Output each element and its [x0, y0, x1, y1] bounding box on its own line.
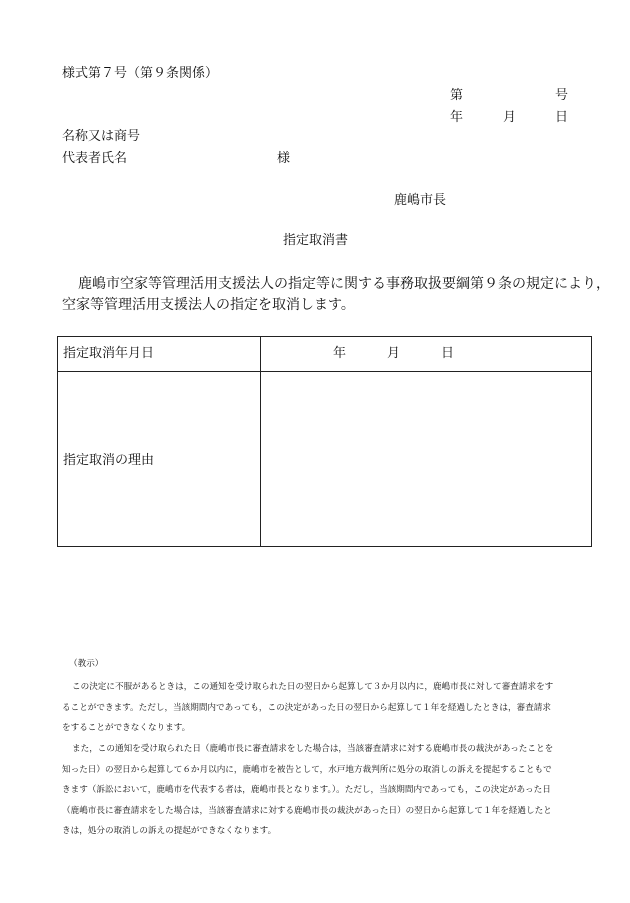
revocation-reason-label: 指定取消の理由: [63, 453, 155, 468]
notice-paragraph-2-line-1: また，この通知を受け取られた日（鹿嶋市長に審査請求をした場合は，当該審査請求に対する鹿嶋市長の裁決があったことを: [72, 744, 554, 754]
issue-date-month: 月: [503, 110, 517, 125]
document-number-prefix: 第: [450, 88, 464, 103]
table-column-divider: [260, 337, 261, 546]
body-text-line-2: 空家等管理活用支援法人の指定を取消します。: [62, 297, 355, 313]
revocation-date-label: 指定取消年月日: [63, 346, 155, 361]
revocation-date-month: 月: [387, 346, 401, 361]
notice-paragraph-2-line-5: きは，処分の取消しの訴えの提起ができなくなります。: [62, 826, 277, 836]
issue-date-day: 日: [555, 110, 569, 125]
notice-paragraph-2-line-2: 知った日）の翌日から起算して６か月以内に，鹿嶋市を被告として，水戸地方裁判所に処分の取消しの訴えを提起することもで: [62, 765, 552, 775]
notice-paragraph-1-line-3: をすることができなくなります。: [62, 723, 191, 733]
table-row-divider: [58, 371, 591, 372]
notice-paragraph-2-line-3: きます（訴訟において，鹿嶋市を代表する者は，鹿嶋市長となります。）。ただし，当該期間内であっても，この決定があった日: [62, 785, 551, 795]
recipient-company-label: 名称又は商号: [62, 129, 141, 144]
recipient-representative-label: 代表者氏名: [62, 151, 128, 166]
recipient-honorific: 様: [277, 151, 291, 166]
revocation-table: [57, 336, 592, 547]
issue-date-year: 年: [450, 110, 464, 125]
revocation-date-day: 日: [441, 346, 455, 361]
document-title: 指定取消書: [283, 233, 349, 248]
notice-paragraph-1-line-2: ることができます。ただし，当該期間内であっても，この決定があった日の翌日から起算して１年を経過したときは，審査請求: [62, 703, 551, 713]
revocation-date-year: 年: [333, 346, 347, 361]
notice-paragraph-1-line-1: この決定に不服があるときは，この通知を受け取られた日の翌日から起算して３か月以内に，鹿嶋市長に対して審査請求をす: [72, 682, 554, 692]
notice-paragraph-2-line-4: （鹿嶋市長に審査請求をした場合は，当該審査請求に対する鹿嶋市長の裁決があった日）の翌日から起算して１年を経過したと: [62, 806, 552, 816]
notice-heading: （教示）: [69, 659, 104, 669]
body-text-line-1: 鹿嶋市空家等管理活用支援法人の指定等に関する事務取扱要綱第９条の規定により，: [78, 276, 610, 292]
form-number: 様式第７号（第９条関係）: [62, 66, 219, 81]
document-number-suffix: 号: [555, 88, 569, 103]
issuer-name: 鹿嶋市長: [394, 193, 447, 208]
